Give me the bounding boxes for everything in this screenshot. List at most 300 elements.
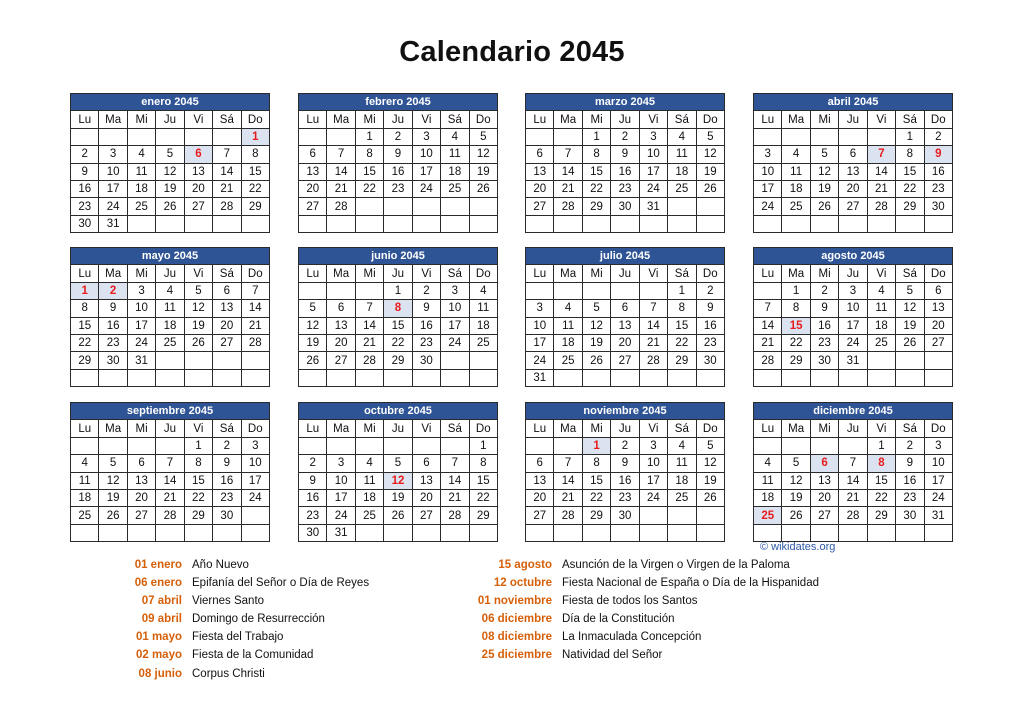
day-cell: 7 <box>441 455 469 472</box>
day-cell: 13 <box>184 163 212 180</box>
day-cell: 5 <box>696 128 724 145</box>
month-title: septiembre 2045 <box>71 403 270 420</box>
day-cell: 8 <box>896 146 924 163</box>
day-cell: 29 <box>71 352 99 369</box>
day-cell: 22 <box>71 334 99 351</box>
day-cell: 2 <box>924 128 952 145</box>
day-cell: 6 <box>526 146 554 163</box>
day-cell: 7 <box>327 146 355 163</box>
empty-cell <box>810 524 838 541</box>
day-cell: 20 <box>526 489 554 506</box>
holiday-date: 08 junio <box>138 667 182 680</box>
credit-link[interactable]: © wikidates.org <box>760 541 836 553</box>
empty-cell <box>127 128 155 145</box>
day-cell: 21 <box>554 180 582 197</box>
weekday-label: Ju <box>839 265 867 282</box>
day-cell: 13 <box>526 163 554 180</box>
day-cell: 27 <box>810 507 838 524</box>
weekday-label: Do <box>469 111 497 128</box>
empty-cell <box>611 282 639 299</box>
weekday-label: Do <box>924 420 952 437</box>
day-cell: 13 <box>526 472 554 489</box>
day-cell: 10 <box>412 146 440 163</box>
day-cell: 5 <box>469 128 497 145</box>
day-cell: 12 <box>696 146 724 163</box>
day-cell: 27 <box>412 507 440 524</box>
day-cell: 3 <box>924 437 952 454</box>
holiday-day-cell: 12 <box>384 472 412 489</box>
day-cell: 28 <box>213 198 241 215</box>
weekday-label: Do <box>469 265 497 282</box>
day-cell: 5 <box>184 282 212 299</box>
day-cell: 2 <box>696 282 724 299</box>
day-cell: 6 <box>327 300 355 317</box>
weekday-label: Mi <box>355 265 383 282</box>
day-cell: 29 <box>582 198 610 215</box>
empty-cell <box>99 437 127 454</box>
empty-cell <box>639 369 667 386</box>
weekday-label: Vi <box>867 265 895 282</box>
empty-cell <box>867 128 895 145</box>
day-cell: 2 <box>611 437 639 454</box>
day-cell: 8 <box>582 455 610 472</box>
weekday-label: Sá <box>441 420 469 437</box>
holiday-row <box>100 574 369 592</box>
day-cell: 10 <box>639 455 667 472</box>
day-cell: 11 <box>71 472 99 489</box>
day-cell: 25 <box>355 507 383 524</box>
empty-cell <box>526 524 554 541</box>
day-cell: 5 <box>582 300 610 317</box>
weekday-label: Lu <box>299 265 327 282</box>
weekday-label: Do <box>241 265 269 282</box>
empty-cell <box>213 128 241 145</box>
holiday-row <box>450 610 819 628</box>
empty-cell <box>554 282 582 299</box>
day-cell: 14 <box>754 317 782 334</box>
empty-cell <box>924 352 952 369</box>
empty-cell <box>71 128 99 145</box>
holiday-name: Fiesta de todos los Santos <box>562 595 698 608</box>
day-cell: 22 <box>469 489 497 506</box>
day-cell: 9 <box>412 300 440 317</box>
month-table <box>298 93 498 233</box>
day-cell: 25 <box>554 352 582 369</box>
empty-cell <box>526 437 554 454</box>
day-cell: 17 <box>241 472 269 489</box>
day-cell: 8 <box>582 146 610 163</box>
day-cell: 17 <box>441 317 469 334</box>
day-cell: 18 <box>441 163 469 180</box>
empty-cell <box>924 215 952 232</box>
day-cell: 6 <box>611 300 639 317</box>
holiday-day-cell: 1 <box>241 128 269 145</box>
day-cell: 12 <box>696 455 724 472</box>
empty-cell <box>156 369 184 386</box>
day-cell: 28 <box>639 352 667 369</box>
day-cell: 14 <box>441 472 469 489</box>
month-table <box>70 93 270 233</box>
day-cell: 5 <box>384 455 412 472</box>
day-cell: 11 <box>127 163 155 180</box>
day-cell: 17 <box>639 472 667 489</box>
day-cell: 11 <box>668 146 696 163</box>
empty-cell <box>782 215 810 232</box>
day-cell: 29 <box>782 352 810 369</box>
day-cell: 2 <box>611 128 639 145</box>
day-cell: 23 <box>71 198 99 215</box>
day-cell: 28 <box>355 352 383 369</box>
weekday-label: Mi <box>810 265 838 282</box>
empty-cell <box>639 524 667 541</box>
day-cell: 28 <box>241 334 269 351</box>
day-cell: 20 <box>184 180 212 197</box>
day-cell: 20 <box>810 489 838 506</box>
weekday-label: Mi <box>582 420 610 437</box>
day-cell: 27 <box>299 198 327 215</box>
empty-cell <box>355 198 383 215</box>
day-cell: 12 <box>810 163 838 180</box>
weekday-label: Ma <box>782 265 810 282</box>
day-cell: 12 <box>156 163 184 180</box>
empty-cell <box>696 507 724 524</box>
day-cell: 10 <box>127 300 155 317</box>
holiday-day-cell: 6 <box>810 455 838 472</box>
day-cell: 17 <box>99 180 127 197</box>
day-cell: 9 <box>384 146 412 163</box>
weekday-label: Vi <box>412 420 440 437</box>
day-cell: 2 <box>384 128 412 145</box>
weekday-label: Sá <box>441 111 469 128</box>
weekday-label: Do <box>924 111 952 128</box>
day-cell: 16 <box>924 163 952 180</box>
day-cell: 26 <box>696 180 724 197</box>
weekday-label: Vi <box>867 111 895 128</box>
holiday-name: Viernes Santo <box>192 595 265 608</box>
day-cell: 3 <box>327 455 355 472</box>
empty-cell <box>299 437 327 454</box>
holiday-date: 25 diciembre <box>481 649 552 662</box>
day-cell: 13 <box>810 472 838 489</box>
day-cell: 15 <box>469 472 497 489</box>
day-cell: 10 <box>241 455 269 472</box>
day-cell: 12 <box>299 317 327 334</box>
day-cell: 11 <box>469 300 497 317</box>
day-cell: 14 <box>554 472 582 489</box>
empty-cell <box>127 369 155 386</box>
day-cell: 7 <box>241 282 269 299</box>
day-cell: 5 <box>99 455 127 472</box>
day-cell: 18 <box>469 317 497 334</box>
day-cell: 31 <box>127 352 155 369</box>
holiday-name: Día de la Constitución <box>562 613 675 626</box>
empty-cell <box>668 198 696 215</box>
day-cell: 15 <box>582 163 610 180</box>
day-cell: 22 <box>582 180 610 197</box>
weekday-label: Ma <box>327 420 355 437</box>
day-cell: 7 <box>213 146 241 163</box>
weekday-label: Ju <box>611 111 639 128</box>
empty-cell <box>241 369 269 386</box>
holiday-name: Fiesta de la Comunidad <box>192 649 314 662</box>
empty-cell <box>412 215 440 232</box>
empty-cell <box>184 524 212 541</box>
empty-cell <box>355 282 383 299</box>
day-cell: 2 <box>299 455 327 472</box>
day-cell: 24 <box>127 334 155 351</box>
empty-cell <box>867 215 895 232</box>
empty-cell <box>924 524 952 541</box>
day-cell: 6 <box>127 455 155 472</box>
day-cell: 20 <box>526 180 554 197</box>
weekday-label: Lu <box>71 420 99 437</box>
day-cell: 14 <box>839 472 867 489</box>
day-cell: 8 <box>241 146 269 163</box>
day-cell: 21 <box>327 180 355 197</box>
day-cell: 15 <box>867 472 895 489</box>
day-cell: 28 <box>554 198 582 215</box>
empty-cell <box>754 128 782 145</box>
empty-cell <box>241 352 269 369</box>
holiday-day-cell: 1 <box>582 437 610 454</box>
empty-cell <box>241 507 269 524</box>
holiday-date: 07 abril <box>141 595 182 608</box>
day-cell: 19 <box>810 180 838 197</box>
day-cell: 1 <box>384 282 412 299</box>
day-cell: 7 <box>839 455 867 472</box>
day-cell: 23 <box>412 334 440 351</box>
empty-cell <box>867 524 895 541</box>
empty-cell <box>441 437 469 454</box>
day-cell: 23 <box>299 507 327 524</box>
day-cell: 22 <box>355 180 383 197</box>
day-cell: 30 <box>299 524 327 541</box>
day-cell: 21 <box>441 489 469 506</box>
day-cell: 4 <box>782 146 810 163</box>
day-cell: 23 <box>810 334 838 351</box>
day-cell: 23 <box>384 180 412 197</box>
day-cell: 24 <box>441 334 469 351</box>
day-cell: 26 <box>582 352 610 369</box>
day-cell: 24 <box>99 198 127 215</box>
day-cell: 22 <box>896 180 924 197</box>
day-cell: 29 <box>384 352 412 369</box>
weekday-label: Vi <box>412 111 440 128</box>
day-cell: 12 <box>782 472 810 489</box>
day-cell: 22 <box>582 489 610 506</box>
empty-cell <box>469 524 497 541</box>
holiday-name: Asunción de la Virgen o Virgen de la Paloma <box>562 559 790 571</box>
day-cell: 22 <box>184 489 212 506</box>
weekday-label: Mi <box>810 420 838 437</box>
weekday-label: Vi <box>639 265 667 282</box>
day-cell: 4 <box>441 128 469 145</box>
weekday-label: Vi <box>184 265 212 282</box>
empty-cell <box>156 437 184 454</box>
weekday-label: Mi <box>582 265 610 282</box>
day-cell: 8 <box>469 455 497 472</box>
weekday-label: Do <box>696 265 724 282</box>
empty-cell <box>782 128 810 145</box>
day-cell: 21 <box>213 180 241 197</box>
day-cell: 1 <box>582 128 610 145</box>
day-cell: 4 <box>554 300 582 317</box>
empty-cell <box>810 437 838 454</box>
empty-cell <box>299 369 327 386</box>
empty-cell <box>412 198 440 215</box>
empty-cell <box>554 128 582 145</box>
weekday-label: Ju <box>839 111 867 128</box>
month-title: mayo 2045 <box>71 248 270 265</box>
empty-cell <box>184 369 212 386</box>
day-cell: 23 <box>611 489 639 506</box>
day-cell: 15 <box>71 317 99 334</box>
day-cell: 13 <box>924 300 952 317</box>
day-cell: 4 <box>127 146 155 163</box>
empty-cell <box>156 524 184 541</box>
empty-cell <box>327 369 355 386</box>
day-cell: 18 <box>127 180 155 197</box>
weekday-label: Ma <box>99 111 127 128</box>
weekday-label: Lu <box>754 111 782 128</box>
day-cell: 19 <box>384 489 412 506</box>
day-cell: 9 <box>696 300 724 317</box>
month-title: enero 2045 <box>71 94 270 111</box>
day-cell: 21 <box>554 489 582 506</box>
day-cell: 6 <box>839 146 867 163</box>
day-cell: 3 <box>754 146 782 163</box>
weekday-label: Sá <box>213 265 241 282</box>
day-cell: 21 <box>241 317 269 334</box>
day-cell: 11 <box>441 146 469 163</box>
empty-cell <box>127 215 155 232</box>
weekday-label: Do <box>469 420 497 437</box>
empty-cell <box>668 215 696 232</box>
day-cell: 17 <box>526 334 554 351</box>
weekday-label: Lu <box>526 420 554 437</box>
day-cell: 4 <box>355 455 383 472</box>
day-cell: 13 <box>213 300 241 317</box>
holiday-list-right <box>450 556 819 665</box>
day-cell: 31 <box>839 352 867 369</box>
day-cell: 8 <box>782 300 810 317</box>
day-cell: 2 <box>810 282 838 299</box>
holiday-row <box>450 592 819 610</box>
day-cell: 4 <box>71 455 99 472</box>
day-cell: 24 <box>526 352 554 369</box>
empty-cell <box>327 128 355 145</box>
holiday-name: Natividad del Señor <box>562 649 663 662</box>
day-cell: 19 <box>469 163 497 180</box>
holiday-day-cell: 7 <box>867 146 895 163</box>
day-cell: 26 <box>896 334 924 351</box>
day-cell: 15 <box>355 163 383 180</box>
day-cell: 18 <box>71 489 99 506</box>
day-cell: 20 <box>611 334 639 351</box>
day-cell: 21 <box>639 334 667 351</box>
day-cell: 22 <box>782 334 810 351</box>
day-cell: 9 <box>99 300 127 317</box>
day-cell: 15 <box>384 317 412 334</box>
day-cell: 24 <box>639 489 667 506</box>
day-cell: 17 <box>639 163 667 180</box>
empty-cell <box>526 215 554 232</box>
day-cell: 10 <box>441 300 469 317</box>
holiday-row <box>100 628 369 646</box>
day-cell: 19 <box>99 489 127 506</box>
empty-cell <box>611 215 639 232</box>
empty-cell <box>299 282 327 299</box>
holiday-day-cell: 8 <box>867 455 895 472</box>
day-cell: 26 <box>469 180 497 197</box>
empty-cell <box>782 437 810 454</box>
day-cell: 16 <box>412 317 440 334</box>
empty-cell <box>554 437 582 454</box>
month-title: junio 2045 <box>299 248 498 265</box>
day-cell: 23 <box>924 180 952 197</box>
empty-cell <box>213 524 241 541</box>
day-cell: 23 <box>99 334 127 351</box>
day-cell: 31 <box>924 507 952 524</box>
day-cell: 19 <box>696 472 724 489</box>
day-cell: 25 <box>127 198 155 215</box>
empty-cell <box>896 369 924 386</box>
day-cell: 10 <box>526 317 554 334</box>
day-cell: 24 <box>241 489 269 506</box>
holiday-name: Año Nuevo <box>192 559 249 571</box>
weekday-label: Mi <box>355 420 383 437</box>
empty-cell <box>327 282 355 299</box>
day-cell: 18 <box>668 163 696 180</box>
empty-cell <box>441 215 469 232</box>
day-cell: 20 <box>213 317 241 334</box>
empty-cell <box>71 369 99 386</box>
empty-cell <box>184 215 212 232</box>
day-cell: 5 <box>156 146 184 163</box>
empty-cell <box>384 198 412 215</box>
day-cell: 31 <box>526 369 554 386</box>
day-cell: 1 <box>782 282 810 299</box>
day-cell: 6 <box>412 455 440 472</box>
weekday-label: Ma <box>99 265 127 282</box>
day-cell: 9 <box>71 163 99 180</box>
day-cell: 27 <box>924 334 952 351</box>
month-title: agosto 2045 <box>754 248 953 265</box>
empty-cell <box>754 369 782 386</box>
day-cell: 17 <box>327 489 355 506</box>
weekday-label: Ma <box>782 420 810 437</box>
holiday-day-cell: 2 <box>99 282 127 299</box>
day-cell: 29 <box>668 352 696 369</box>
empty-cell <box>554 215 582 232</box>
empty-cell <box>754 282 782 299</box>
day-cell: 13 <box>611 317 639 334</box>
holiday-row <box>100 592 369 610</box>
empty-cell <box>441 198 469 215</box>
weekday-label: Ma <box>99 420 127 437</box>
day-cell: 14 <box>327 163 355 180</box>
day-cell: 8 <box>71 300 99 317</box>
weekday-label: Ma <box>782 111 810 128</box>
empty-cell <box>99 524 127 541</box>
empty-cell <box>156 352 184 369</box>
day-cell: 18 <box>355 489 383 506</box>
day-cell: 5 <box>782 455 810 472</box>
month-table <box>525 93 725 233</box>
day-cell: 26 <box>782 507 810 524</box>
empty-cell <box>867 352 895 369</box>
holiday-row <box>100 610 369 628</box>
